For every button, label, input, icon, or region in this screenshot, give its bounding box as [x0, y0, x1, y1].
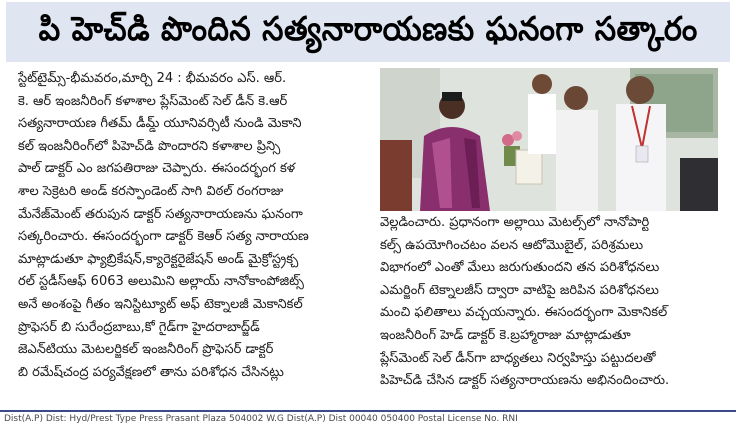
article-line: పిహెచ్‌డి చేసిన డాక్టర్ సత్యనారాయణను అభినందించారు.: [380, 373, 670, 389]
article-line: మంచి ఫలితాలు వచ్చయన్నారు. ఈసందర్భంగా మెకానికల్: [380, 305, 668, 321]
article-left-column: [18, 68, 374, 384]
article-line: మేనేజ్‌మెంట్ తరుపున డాక్టర్ సత్యనారాయణను ఘనంగా: [18, 206, 303, 222]
article-line: అనే అంశంపై గీతం ఇనిస్టిట్యూట్ అఫ్ టెక్నాలజీ మెకానికల్: [18, 296, 303, 312]
article-line: ఎమర్జింగ్ టెక్నాలజీస్ ద్వారా వాటిపై జరిపిన పరిశోధనలు: [380, 282, 659, 298]
article-line: కల్స్ ఉపయోగించటం వలన ఆటోమొబైల్, పరిశ్రమలు: [380, 237, 644, 253]
article-line: శాల సెక్రెటరి అండ్ కరస్పాండెంట్ సాగి విఠల్ రంగరాజు: [18, 183, 284, 199]
headline-text: పి హెచ్‌డి పొందిన సత్యనారాయణకు ఘనంగా సత్కారం: [38, 8, 698, 48]
photo-illustration: [380, 68, 718, 211]
article-line: వెల్లడించారు. ప్రధానంగా అల్లాయి మెటల్స్‌లో నానోపార్టి: [380, 215, 650, 230]
article-line: మాట్లాడుతూ ఫ్యాబ్రికేషన్,క్యారెక్టరైజేషన్ అండ్ మైక్రోస్ట్రక్చ: [18, 251, 299, 267]
article-line: రల్ స్టడీస్ఆఫ్ 6063 అలుమిని అల్లాయ్ నానోకాంపోజిట్స్: [18, 274, 304, 290]
article-line: కల్ ఇంజనీరింగ్‌లో పిహెచ్‌డి పొందారని కళాశాల ప్రిన్సి: [18, 138, 281, 154]
article-line: కె. ఆర్ ఇంజనీరింగ్ కళాశాల ప్లేస్‌మెంట్ సెల్ డీన్ కె.ఆర్: [18, 93, 288, 109]
article-line: సత్కరించారు. ఈసందర్భంగా డాక్టర్ కెఆర్ సత్య నారాయణ: [18, 229, 309, 245]
felicitation-photo: [380, 68, 718, 211]
article-line: పాల్ డాక్టర్ ఎం జగపతిరాజు చెప్పారు. ఈసందర్భంగ కళ: [18, 161, 296, 177]
article-line: విభాగంలో ఎంతో మేలు జరుగుతుందని తన పరిశోధనలు: [380, 260, 660, 276]
footer-text: Dist(A.P) Dist: Hyd/Prest Type Press Prasant Plaza 504002 W.G Dist(A.P) Dist 00040 050400 Postal License No. RNI: [4, 414, 518, 424]
article-right-column: [380, 212, 728, 393]
headline-banner: [6, 2, 730, 62]
article-line: ఇంజనీరింగ్ హెడ్ డాక్టర్ కె.బ్రహ్మారాజు మాట్లాడుతూ: [380, 327, 631, 343]
article-line: జెఎన్‌టియు మెటలర్జికల్ ఇంజనీరింగ్ ప్రొఫెసర్ డాక్టర్: [18, 342, 274, 358]
article-line: స్టేట్‌టైమ్స్-భీమవరం,మార్చి 24 : భీమవరం ఎస్. ఆర్.: [18, 71, 287, 86]
article-line: ప్రొఫెసర్ బి సురేంద్రబాబు,కో గైడ్‌గా హైదరాబాద్జ్‌డ్: [18, 319, 260, 335]
footer-strip: [0, 410, 736, 428]
article-line: సత్యనారాయణ గీతమ్ డీమ్డ్ యూనివర్సిటీ నుండి మెకాని: [18, 116, 302, 132]
article-line: బి రమేష్‌చంద్ర పర్యవేక్షణలో తాను పరిశోధన చేసినట్లు: [18, 364, 284, 380]
article-line: ప్లేస్‌మెంట్ సెల్ డీన్‌గా బాధ్యతలు నిర్వహిస్తు పట్టుదలతో: [380, 350, 656, 366]
